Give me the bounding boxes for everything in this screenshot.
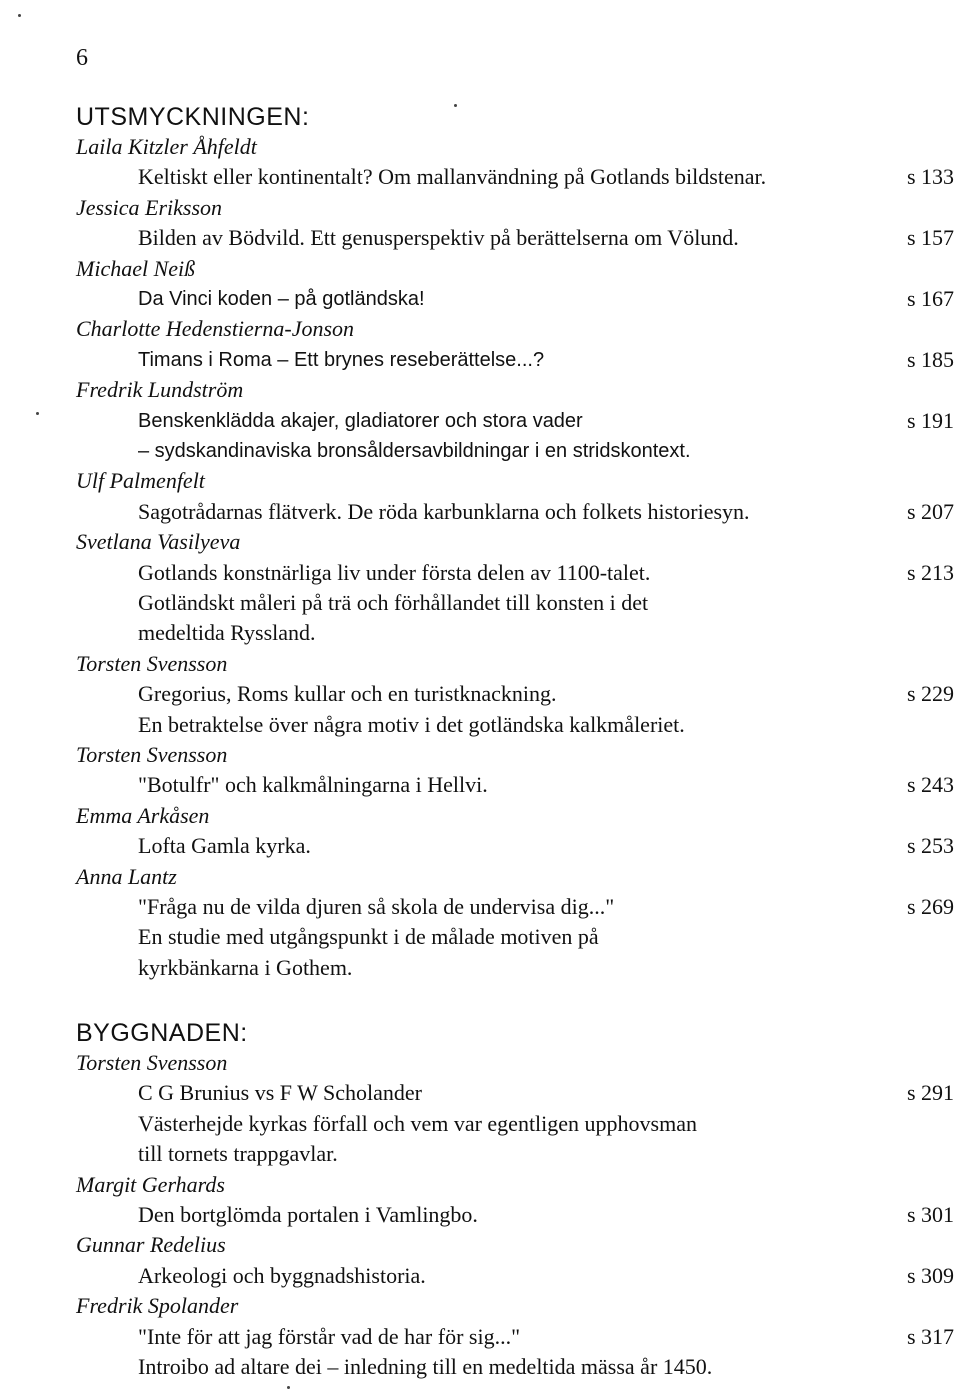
speck-mark (454, 104, 457, 107)
author-name: Torsten Svensson (76, 742, 228, 767)
article-title-line: Bilden av Bödvild. Ett genusperspektiv på berättelserna om Völund. (138, 225, 739, 251)
page-reference: s 269 (906, 894, 954, 919)
page-reference: s 213 (906, 559, 954, 585)
speck-mark (36, 412, 39, 415)
author-name: Torsten Svensson (76, 1050, 228, 1075)
article-title-line: Lofta Gamla kyrka. (138, 833, 311, 859)
article-title-line: Sagotrådarnas flätverk. De röda karbunklarna och folkets historiesyn. (138, 498, 750, 524)
author-name: Anna Lantz (76, 863, 177, 889)
article-title-line: "Botulfr" och kalkmålningarna i Hellvi. (138, 772, 488, 798)
article-title-line: Arkeologi och byggnadshistoria. (138, 1262, 426, 1288)
speck-mark (287, 1386, 290, 1389)
page-reference: s 243 (906, 772, 954, 798)
article-title-line: "Inte för att jag förstår vad de har för sig..." (138, 1323, 521, 1349)
page-reference: s 229 (906, 681, 954, 707)
article-title-line: Introibo ad altare dei – inledning till en medeltida mässa år 1450. (138, 1354, 713, 1379)
page-reference: s 157 (906, 225, 954, 251)
section-heading: BYGGNADEN: (76, 1019, 248, 1047)
page-reference: s 207 (906, 498, 954, 524)
page-reference: s 291 (906, 1080, 954, 1106)
article-title-line: Den bortglömda portalen i Vamlingbo. (138, 1202, 478, 1227)
article-title-line: En studie med utgångspunkt i de målade motiven på (138, 924, 599, 950)
page-reference: s 317 (906, 1323, 954, 1349)
article-title-line: kyrkbänkarna i Gothem. (138, 954, 353, 980)
article-title-line: C G Brunius vs F W Scholander (138, 1080, 422, 1106)
article-title-line: "Fråga nu de vilda djuren så skola de undervisa dig..." (138, 894, 615, 919)
article-title-line: Västerhejde kyrkas förfall och vem var egentligen upphovsman (138, 1110, 697, 1136)
page-reference: s 133 (906, 164, 954, 190)
author-name: Michael Neiß (76, 255, 196, 281)
page-reference: s 253 (906, 833, 954, 859)
author-name: Torsten Svensson (76, 650, 228, 676)
page-number: 6 (76, 45, 88, 71)
article-title-line: Keltiskt eller kontinentalt? Om mallanvändning på Gotlands bildstenar. (138, 164, 767, 190)
article-title-line: Benskenklädda akajer, gladiatorer och stora vader (138, 409, 583, 432)
article-title-line: Gotländskt måleri på trä och förhållandet till konsten i det (138, 590, 649, 615)
author-name: Charlotte Hedenstierna-Jonson (76, 316, 355, 342)
page-reference: s 309 (906, 1262, 954, 1288)
page-reference: s 301 (906, 1202, 954, 1227)
author-name: Fredrik Lundström (76, 377, 244, 403)
speck-mark (18, 14, 21, 17)
page-reference: s 185 (906, 346, 954, 372)
author-name: Gunnar Redelius (76, 1232, 226, 1258)
article-title-line: till tornets trappgavlar. (138, 1141, 338, 1167)
article-title-line: Gotlands konstnärliga liv under första delen av 1100-talet. (138, 559, 651, 585)
section-heading: UTSMYCKNINGEN: (76, 103, 310, 131)
author-name: Margit Gerhards (76, 1171, 225, 1197)
author-name: Ulf Palmenfelt (76, 468, 205, 494)
article-title-line: Gregorius, Roms kullar och en turistknackning. (138, 681, 557, 707)
author-name: Emma Arkåsen (76, 802, 210, 828)
article-title-line: – sydskandinaviska bronsåldersavbildningar i en stridskontext. (138, 440, 691, 462)
article-title-line: En betraktelse över några motiv i det gotländska kalkmåleriet. (138, 711, 685, 737)
page-reference: s 191 (906, 407, 954, 433)
article-title-line: medeltida Ryssland. (138, 620, 316, 646)
article-title-line: Timans i Roma – Ett brynes reseberättelse...? (138, 348, 545, 371)
author-name: Laila Kitzler Åhfeldt (76, 134, 257, 159)
article-title-line: Da Vinci koden – på gotländska! (138, 288, 425, 310)
page-reference: s 167 (906, 286, 954, 311)
author-name: Fredrik Spolander (76, 1293, 239, 1319)
author-name: Svetlana Vasilyeva (76, 529, 241, 555)
author-name: Jessica Eriksson (76, 194, 223, 220)
